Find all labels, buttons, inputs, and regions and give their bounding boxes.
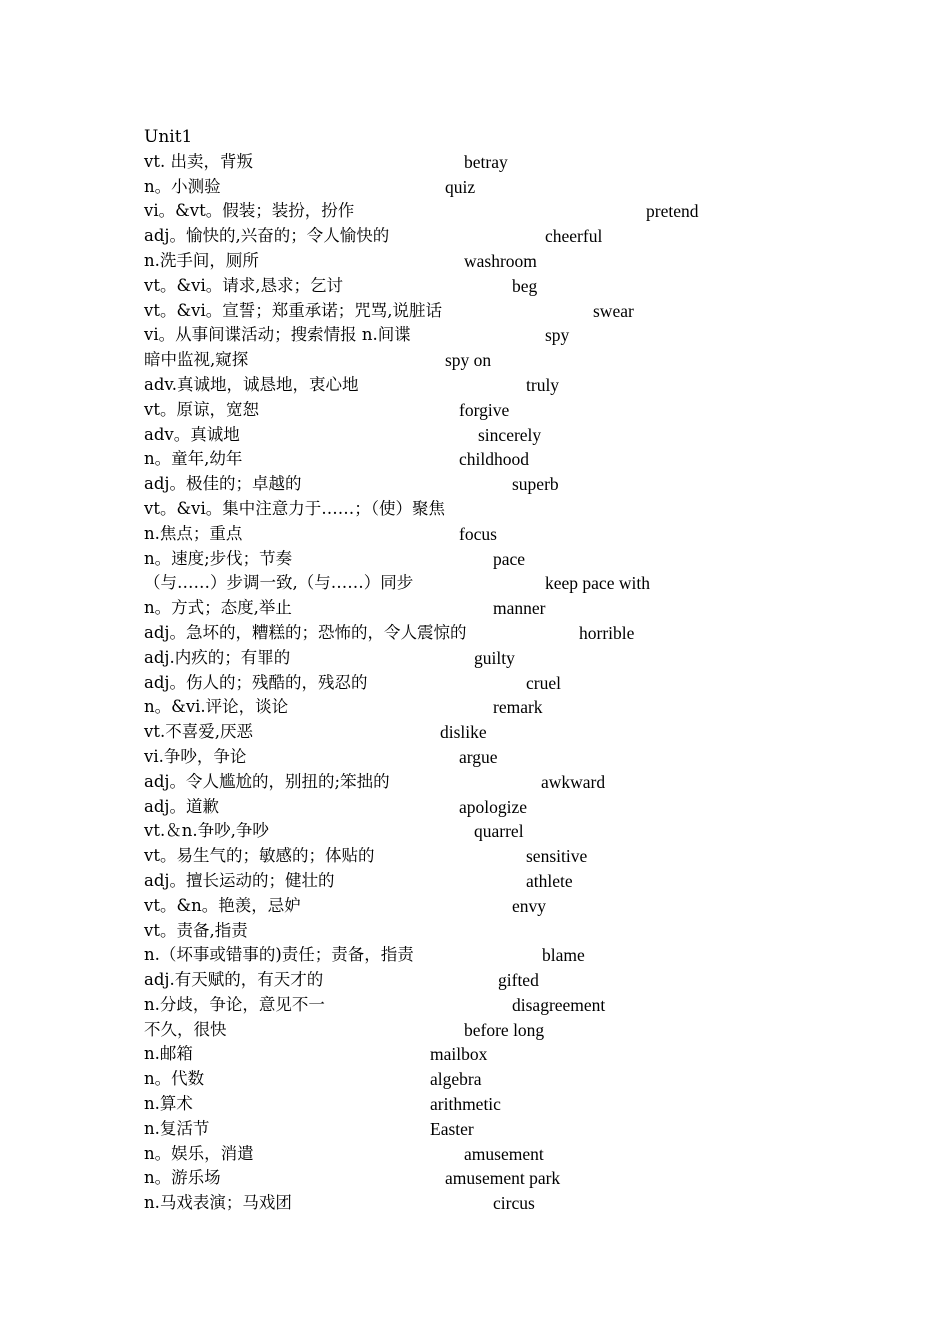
entry-definition: adj。令人尴尬的，别扭的;笨拙的 <box>144 771 390 791</box>
entry-word: blame <box>542 945 585 966</box>
entry-definition: n.洗手间，厕所 <box>144 250 259 270</box>
vocab-entry <box>144 224 844 249</box>
vocab-entry <box>144 1166 844 1191</box>
entry-word: quiz <box>445 176 476 197</box>
vocab-entry <box>144 299 844 324</box>
vocab-entry <box>144 819 844 844</box>
entry-definition: 暗中监视,窥探 <box>144 350 249 370</box>
entry-word: horrible <box>579 622 635 643</box>
vocab-entry <box>144 1142 844 1167</box>
vocab-entry <box>144 472 844 497</box>
entry-definition: vt。易生气的；敏感的；体贴的 <box>144 846 375 866</box>
entry-word: remark <box>493 697 543 718</box>
entry-word: argue <box>459 746 498 767</box>
entry-definition: vi.争吵，争论 <box>144 746 247 766</box>
entry-word: dislike <box>440 722 487 743</box>
vocab-entry <box>144 249 844 274</box>
entry-word: swear <box>593 300 634 321</box>
entry-definition: vt。原谅，宽恕 <box>144 399 259 419</box>
vocab-entry <box>144 522 844 547</box>
entry-word: guilty <box>474 647 515 668</box>
vocab-entry <box>144 869 844 894</box>
entry-word: truly <box>526 374 560 395</box>
vocab-entry <box>144 770 844 795</box>
entry-definition: n.算术 <box>144 1094 193 1114</box>
entry-definition: adj。擅长运动的；健壮的 <box>144 870 335 890</box>
entry-word: amusement <box>464 1143 544 1164</box>
vocab-entry <box>144 1042 844 1067</box>
entry-word: washroom <box>464 250 537 271</box>
entry-word: betray <box>464 151 508 172</box>
vocab-entry <box>144 894 844 919</box>
entry-definition: adv.真诚地，诚恳地，衷心地 <box>144 374 359 394</box>
entry-definition: vt。&vi。请求,恳求；乞讨 <box>144 275 343 295</box>
entry-definition: n。&vi.评论，谈论 <box>144 697 289 717</box>
vocab-entry <box>144 844 844 869</box>
entry-definition: adj。急坏的，糟糕的；恐怖的，令人震惊的 <box>144 622 467 642</box>
vocab-entry <box>144 1067 844 1092</box>
entry-definition: （与……）步调一致,（与……）同步 <box>144 573 414 593</box>
entry-word: arithmetic <box>430 1094 501 1115</box>
entry-definition: n.复活节 <box>144 1118 210 1138</box>
entry-definition: vt。&vi。宣誓；郑重承诺；咒骂,说脏话 <box>144 300 442 320</box>
entry-definition: n。小测验 <box>144 176 221 196</box>
entry-definition: vt。&vi。集中注意力于……；（使）聚焦 <box>144 498 445 518</box>
vocab-entry <box>144 373 844 398</box>
entry-word: before long <box>464 1019 545 1040</box>
entry-word: circus <box>493 1193 535 1214</box>
vocab-entry <box>144 695 844 720</box>
vocab-entry <box>144 795 844 820</box>
entry-word: envy <box>512 895 547 916</box>
entry-word: keep pace with <box>545 573 650 594</box>
entry-word: childhood <box>459 449 529 470</box>
entry-definition: n.邮箱 <box>144 1044 193 1064</box>
entry-definition: n.马戏表演；马戏团 <box>144 1193 292 1213</box>
entry-word: sensitive <box>526 846 588 867</box>
entry-word: cruel <box>526 672 561 693</box>
entry-word: focus <box>459 523 497 544</box>
vocab-entry <box>144 993 844 1018</box>
vocab-entry <box>144 720 844 745</box>
vocab-entry <box>144 199 844 224</box>
entry-definition: 不久，很快 <box>144 1019 227 1039</box>
entry-word: athlete <box>526 870 573 891</box>
entry-definition: vt。&n。艳羡，忌妒 <box>144 895 301 915</box>
entry-definition: adj.内疚的；有罪的 <box>144 647 291 667</box>
entry-word: quarrel <box>474 821 524 842</box>
vocab-entry <box>144 1191 844 1216</box>
entry-word: cheerful <box>545 226 603 247</box>
entry-definition: n.分歧，争论，意见不一 <box>144 994 325 1014</box>
entry-word: Easter <box>430 1118 474 1139</box>
entry-definition: n。速度;步伐；节奏 <box>144 548 293 568</box>
entry-definition: n。代数 <box>144 1069 205 1089</box>
vocab-entry <box>144 497 844 522</box>
entry-word: algebra <box>430 1069 482 1090</box>
vocab-entry <box>144 646 844 671</box>
vocab-entry <box>144 348 844 373</box>
vocab-entry <box>144 671 844 696</box>
entry-word: disagreement <box>512 994 606 1015</box>
entry-definition: n。娱乐，消遣 <box>144 1143 254 1163</box>
entry-word: gifted <box>498 970 539 991</box>
entry-definition: adj。极佳的；卓越的 <box>144 474 302 494</box>
vocab-entry <box>144 274 844 299</box>
entry-definition: vt.不喜爱,厌恶 <box>144 722 253 742</box>
entry-definition: vi。从事间谍活动；搜索情报 n.间谍 <box>144 325 411 345</box>
entry-definition: adj。道歉 <box>144 796 220 816</box>
entry-definition: vi。&vt。假装；装扮，扮作 <box>144 201 355 221</box>
entry-definition: n.焦点；重点 <box>144 523 243 543</box>
vocab-entry <box>144 919 844 944</box>
vocab-entry <box>144 1018 844 1043</box>
vocab-entry <box>144 1092 844 1117</box>
entry-word: pace <box>493 548 526 569</box>
vocab-entry <box>144 571 844 596</box>
vocab-entry <box>144 943 844 968</box>
entry-definition: n.（坏事或错事的)责任；责备，指责 <box>144 945 414 965</box>
entry-word: pretend <box>646 201 699 222</box>
entry-definition: adj。愉快的,兴奋的；令人愉快的 <box>144 226 390 246</box>
entry-definition: adv。真诚地 <box>144 424 240 444</box>
vocab-entry <box>144 547 844 572</box>
vocab-entry <box>144 447 844 472</box>
entry-definition: n。游乐场 <box>144 1168 221 1188</box>
vocab-entry <box>144 175 844 200</box>
entry-word: superb <box>512 474 559 495</box>
entry-definition: vt。责备,指责 <box>144 920 248 940</box>
entry-definition: adj。伤人的；残酷的，残忍的 <box>144 672 368 692</box>
entry-word: apologize <box>459 796 528 817</box>
entry-word: manner <box>493 598 546 619</box>
vocab-entry <box>144 596 844 621</box>
entry-word: awkward <box>541 771 606 792</box>
vocab-entry <box>144 398 844 423</box>
entry-word: mailbox <box>430 1044 488 1065</box>
vocabulary-list <box>144 125 844 1216</box>
unit-heading: Unit1 <box>144 127 193 147</box>
vocab-entry <box>144 150 844 175</box>
vocabulary-entries <box>144 150 844 1216</box>
entry-definition: n。方式；态度,举止 <box>144 598 292 618</box>
vocab-entry <box>144 423 844 448</box>
entry-word: beg <box>512 275 538 296</box>
vocab-entry <box>144 323 844 348</box>
entry-word: amusement park <box>445 1168 561 1189</box>
entry-definition: adj.有天赋的，有天才的 <box>144 970 324 990</box>
entry-definition: vt.＆n.争吵,争吵 <box>144 821 269 841</box>
entry-definition: n。童年,幼年 <box>144 449 243 469</box>
entry-word: spy on <box>445 350 492 371</box>
entry-word: forgive <box>459 399 510 420</box>
entry-word: sincerely <box>478 424 542 445</box>
vocab-entry <box>144 621 844 646</box>
vocab-entry <box>144 1117 844 1142</box>
entry-word: spy <box>545 325 570 346</box>
vocab-entry <box>144 745 844 770</box>
entry-definition: vt. 出卖，背叛 <box>144 151 253 171</box>
vocab-entry <box>144 968 844 993</box>
